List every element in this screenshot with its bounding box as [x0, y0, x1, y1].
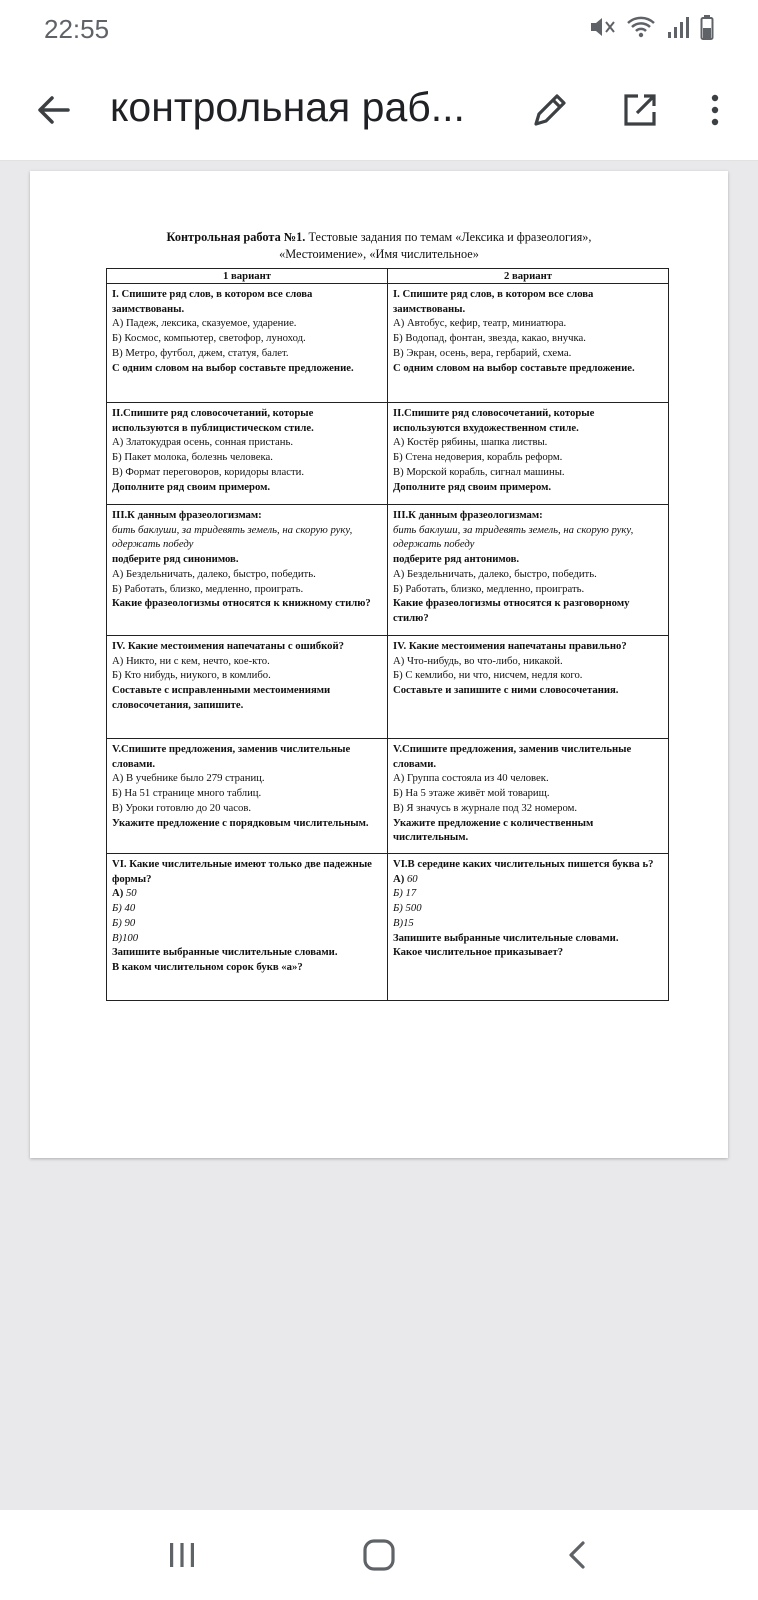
document-title: контрольная раб... — [110, 84, 465, 130]
phrases: бить баклуши, за тридевять земель, на скорую руку, одержать победу — [112, 523, 353, 551]
instruction: Дополните ряд своим примером. — [112, 480, 271, 493]
option: Б) 90 — [112, 916, 136, 929]
option: В) Я значусь в журнале под 32 номером. — [393, 801, 578, 814]
option: Б) 40 — [112, 902, 136, 915]
document-page — [30, 171, 728, 1158]
instruction: Составьте с исправленными местоимениями словосочетания, запишите. — [112, 684, 331, 711]
question: IV. Какие местоимения напечатаны правильно? — [393, 640, 627, 652]
instruction: Укажите предложение с порядковым числительным. — [112, 816, 369, 829]
option: А) Костёр рябины, шапка листвы. — [393, 436, 548, 449]
option: В) Экран, осень, вера, гербарий, схема. — [393, 346, 572, 359]
question: VI.В середине каких числительных пишется буква ь? — [393, 858, 654, 870]
heading-line2: «Местоимение», «Имя числительное» — [279, 247, 479, 261]
task-cell — [107, 636, 388, 739]
option-value: 50 — [125, 887, 137, 900]
question: V.Спишите предложения, заменив числительные словами. — [393, 743, 632, 770]
instruction: В каком числительном сорок букв «а»? — [112, 960, 303, 973]
question: III.К данным фразеологизмам: — [393, 509, 543, 521]
more-vertical-icon[interactable] — [700, 88, 730, 132]
question: I. Спишите ряд слов, в котором все слова заимствованы. — [112, 288, 313, 315]
table-row — [107, 403, 669, 505]
option: А) Никто, ни с кем, нечто, кое-кто. — [112, 654, 270, 667]
option: А) Что-нибудь, во что-либо, никакой. — [393, 654, 563, 667]
instruction: Какое числительное приказывает? — [393, 946, 564, 959]
instruction: Какие фразеологизмы относятся к книжному стилю? — [112, 597, 371, 610]
option: Б) Кто нибудь, ниукого, в комлибо. — [112, 669, 271, 682]
table-row — [107, 284, 669, 403]
instruction: С одним словом на выбор составьте предложение. — [393, 361, 635, 374]
heading-rest: Тестовые задания по темам «Лексика и фразеология», — [305, 230, 592, 244]
heading-bold: Контрольная работа №1. — [166, 230, 306, 244]
task-cell — [388, 636, 669, 739]
table-row — [107, 505, 669, 636]
instruction: Составьте и запишите с ними словосочетания. — [393, 684, 619, 697]
home-icon[interactable] — [351, 1530, 407, 1580]
navigation-bar — [0, 1510, 758, 1600]
table-row — [107, 854, 669, 1001]
option: В) Метро, футбол, джем, статуя, балет. — [112, 346, 289, 359]
option: В) Морской корабль, сигнал машины. — [393, 465, 565, 478]
open-external-icon[interactable] — [618, 88, 662, 132]
task-cell — [107, 403, 388, 505]
table-row — [107, 636, 669, 739]
question: I. Спишите ряд слов, в котором все слова заимствованы. — [393, 288, 594, 315]
option: Б) 500 — [393, 902, 422, 915]
option: Б) Работать, близко, медленно, проиграть. — [393, 582, 585, 595]
task-cell — [388, 505, 669, 636]
option: Б) Пакет молока, болезнь человека. — [112, 451, 273, 464]
option: В)100 — [112, 931, 139, 944]
wifi-icon — [626, 14, 656, 45]
option: В) Уроки готовлю до 20 часов. — [112, 801, 252, 814]
option: В)15 — [393, 916, 414, 929]
status-time: 22:55 — [44, 14, 110, 44]
task-cell — [107, 505, 388, 636]
instruction: Какие фразеологизмы относятся к разговорному стилю? — [393, 597, 630, 624]
back-icon[interactable] — [550, 1530, 606, 1580]
question: II.Спишите ряд словосочетаний, которые используются вхудожественном стиле. — [393, 407, 595, 434]
table-header-row — [107, 269, 669, 284]
option — [393, 872, 663, 887]
instruction: С одним словом на выбор составьте предложение. — [112, 361, 354, 374]
option: А) Бездельничать, далеко, быстро, победить. — [393, 567, 597, 580]
option-value: 60 — [406, 872, 418, 885]
option — [112, 886, 382, 901]
option: А) Падеж, лексика, сказуемое, ударение. — [112, 317, 297, 330]
task-cell — [388, 403, 669, 505]
option: Б) Стена недоверия, корабль реформ. — [393, 451, 563, 464]
question: II.Спишите ряд словосочетаний, которые используются в публицистическом стиле. — [112, 407, 314, 434]
task-table — [106, 268, 669, 1001]
mute-icon — [588, 14, 616, 45]
back-arrow-icon[interactable] — [32, 88, 76, 132]
option: А) Группа состояла из 40 человек. — [393, 772, 549, 785]
option: В) Формат переговоров, коридоры власти. — [112, 465, 305, 478]
app-bar — [0, 60, 758, 161]
pencil-icon[interactable] — [528, 88, 572, 132]
option: А) Златокудрая осень, сонная пристань. — [112, 436, 294, 449]
recent-apps-icon[interactable] — [154, 1530, 210, 1580]
option: Б) 17 — [393, 887, 417, 900]
col2-header: 2 вариант — [388, 269, 669, 284]
option: Б) Космос, компьютер, светофор, луноход. — [112, 332, 306, 345]
task-cell — [388, 284, 669, 403]
sub-question: подберите ряд синонимов. — [112, 553, 239, 566]
question: VI. Какие числительные имеют только две падежные формы? — [112, 858, 372, 885]
document-heading — [30, 229, 728, 263]
option: Б) Работать, близко, медленно, проиграть. — [112, 582, 304, 595]
battery-icon — [700, 14, 714, 45]
status-icons — [588, 14, 714, 44]
phrases: бить баклуши, за тридевять земель, на скорую руку, одержать победу — [393, 523, 634, 551]
task-cell — [388, 739, 669, 854]
option-label: А) — [393, 872, 407, 885]
instruction: Запишите выбранные числительные словами. — [112, 946, 338, 959]
sub-question: подберите ряд антонимов. — [393, 553, 520, 566]
option: А) В учебнике было 279 страниц. — [112, 772, 265, 785]
instruction: Дополните ряд своим примером. — [393, 480, 552, 493]
col1-header: 1 вариант — [107, 269, 388, 284]
task-cell — [107, 854, 388, 1001]
option: А) Бездельничать, далеко, быстро, победить. — [112, 567, 316, 580]
question: III.К данным фразеологизмам: — [112, 509, 262, 521]
option: Б) На 5 этаже живёт мой товарищ. — [393, 787, 550, 800]
question: V.Спишите предложения, заменив числительные словами. — [112, 743, 351, 770]
status-bar — [0, 0, 758, 60]
signal-icon — [666, 14, 690, 45]
instruction: Запишите выбранные числительные словами. — [393, 931, 619, 944]
option: Б) Водопад, фонтан, звезда, какао, внучка. — [393, 332, 586, 345]
option: Б) На 51 странице много таблиц. — [112, 787, 262, 800]
task-cell — [107, 284, 388, 403]
instruction: Укажите предложение с количественным числительным. — [393, 816, 594, 844]
question: IV. Какие местоимения напечатаны с ошибкой? — [112, 640, 344, 652]
task-cell — [107, 739, 388, 854]
option: Б) С кемлибо, ни что, нисчем, недля кого. — [393, 669, 583, 682]
task-cell — [388, 854, 669, 1001]
option-label: А) — [112, 887, 126, 900]
table-row — [107, 739, 669, 854]
option: А) Автобус, кефир, театр, миниатюра. — [393, 317, 567, 330]
